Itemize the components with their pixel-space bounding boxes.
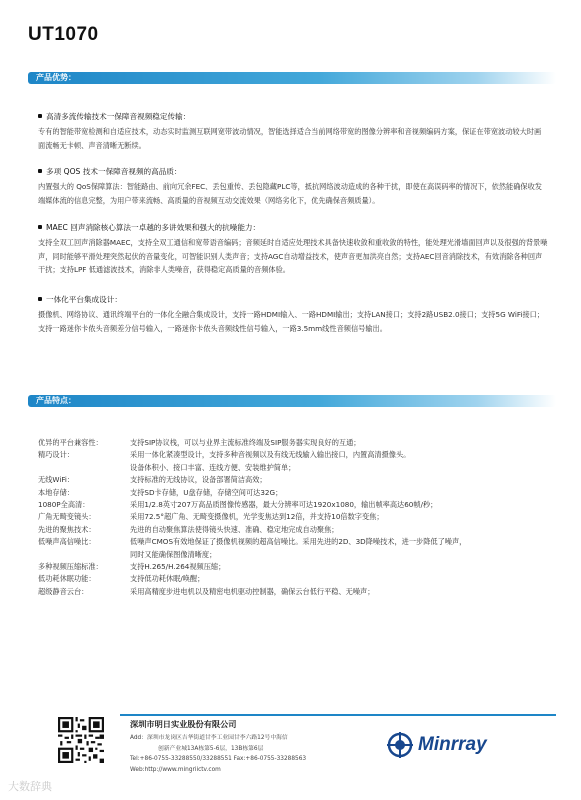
features-header-bar (28, 395, 556, 407)
feature-label: 优异的平台兼容性： (38, 438, 103, 447)
advantage-title: MAEC 回声消除核心算法一卓越的多讲效果和强大的抗噪能力： (46, 223, 261, 232)
feature-row (38, 524, 558, 536)
features-header-title: 产品特点： (36, 396, 76, 405)
feature-label: 精巧设计： (38, 450, 74, 460)
advantage-item (38, 222, 548, 277)
feature-value: 采用一体化紧凑型设计，支持多种音视频以及有线无线输入输出接口，内置高清摄像头。 (130, 450, 411, 460)
advantage-body: 支持全双工回声消除器MAEC，支持全双工通信和宽带语音编码；音频延时自适应处理技术具备快速收敛和重收敛的特性，能处理光滑墙面回声以及很强的背景噪声，同时能够平滑处理突然起伏的音量变化，可智能识别人类声音；支持AGC自动增益技术，使声音更加洪亮自然；支持AEC回音消除技术，有效消除各种回声干扰；支持LPF 低通滤波技术，消除非人类噪音，获得稳定高质量的音频体验。 (38, 238, 548, 275)
qr-code-icon (58, 717, 104, 763)
advantage-title: 一体化平台集成设计： (46, 295, 122, 304)
feature-row (38, 499, 558, 511)
feature-value: 支持SD卡存储，U盘存储，存储空间可达32G； (130, 487, 283, 497)
feature-row (38, 561, 558, 573)
feature-row (38, 586, 558, 598)
minrray-logo-icon (387, 732, 413, 758)
website-link[interactable]: Web:http://www.mingriictv.com (130, 766, 221, 773)
company-contact (130, 733, 306, 775)
features-table (38, 437, 558, 598)
advantages-header-bar (28, 72, 556, 84)
feature-label: 低功耗休眠功能： (38, 574, 96, 584)
advantage-item (38, 166, 548, 207)
advantage-body: 专有的智能带宽检测和自适应技术，动态实时监测互联网宽带波动情况，智能选择适合当前网络带宽的图像分辨率和音视频编码方案，保证在带宽波动较大时画面流畅无卡顿、声音清晰无断续。 (38, 127, 542, 150)
feature-label: 1080P全高清： (38, 500, 90, 510)
feature-label: 低噪声高信噪比： (38, 537, 96, 547)
advantage-item (38, 294, 548, 335)
feature-label: 多种视频压缩标准： (38, 562, 103, 572)
advantage-body: 内置强大的 QoS保障算法：智能路由、前向冗余FEC、丢包重传、丢包隐藏PLC等，抵抗网络波动造成的各种干扰，即使在高误码率的情况下，依然能确保收发端媒体流的信息完整，为用户带来流畅、高质量的音视频互动交流效果（网络劣化下，优先确保音频质量）。 (38, 182, 542, 205)
model-title: UT1070 (28, 24, 99, 45)
feature-label: 广角无畸变镜头： (38, 512, 96, 522)
company-name: 深圳市明日实业股份有限公司 (130, 719, 237, 729)
brand-name: Minrray (418, 734, 487, 755)
feature-value: 采用高精度步进电机以及精密电机驱动控制器，确保云台低行平稳、无噪声； (130, 586, 375, 596)
bullet-icon (38, 225, 42, 229)
feature-row (38, 437, 558, 449)
bullet-icon (38, 297, 42, 301)
bullet-icon (38, 169, 42, 173)
feature-value: 采用72.5°超广角、无畸变摄像机，光学变焦达到12倍，并支持10倍数字变焦； (130, 512, 384, 522)
feature-row (38, 511, 558, 523)
advantage-title: 高清多流传输技术一保障音视频稳定传输： (46, 112, 191, 121)
feature-row (38, 536, 558, 561)
feature-value: 支持SIP协议栈，可以与业界主流标准终端及SIP服务器实现良好的互通； (130, 438, 361, 447)
feature-label: 超级静音云台： (38, 586, 89, 596)
address-line: 创新产业城13A栋第5-6层，13B栋第6层 (158, 745, 264, 752)
feature-value: 同时又能确保图像清晰度； (130, 549, 217, 559)
bullet-icon (38, 114, 42, 118)
footer-divider (120, 714, 556, 716)
advantages-header-title: 产品优势： (36, 73, 76, 82)
feature-value: 先进的自动聚焦算法使得镜头快速、准确、稳定地完成自动聚焦； (130, 524, 339, 534)
brand-logo (387, 732, 487, 758)
feature-label: 本地存储： (38, 487, 74, 497)
feature-row (38, 573, 558, 585)
watermark-text: 大数辞典 (8, 780, 52, 793)
feature-row (38, 474, 558, 486)
feature-value: 支持H.265/H.264视频压缩； (130, 562, 226, 572)
feature-value: 低噪声CMOS有效地保证了摄像机视频的超高信噪比。采用先进的2D、3D降噪技术，进一步降低了噪声， (130, 537, 467, 547)
feature-row (38, 449, 558, 474)
advantage-title: 多项 QOS 技术一保障音视频的高品质： (46, 167, 182, 176)
feature-value: 支持低功耗休眠/唤醒； (130, 574, 205, 584)
feature-label: 无线WiFi： (38, 475, 75, 485)
feature-value: 支持标准的无线协议，设备部署简洁高效； (130, 475, 267, 485)
watermark (8, 778, 52, 794)
advantage-body: 摄像机、网络协议、通讯终端平台的一体化全融合集成设计，支持一路HDMI输入、一路HDMI输出；支持LAN接口；支持2路USB2.0接口；支持5G WiFi接口；支持一路迷你卡侬头音频差分信号输入，一路迷你卡侬头音频线性信号输入，一路3.5mm线性音频信号输出。 (38, 310, 545, 333)
feature-value: 设备体积小、接口丰富、连线方便、安装维护简单； (130, 462, 296, 472)
feature-value: 采用1/2.8英寸207万高品质图像传感器，最大分辨率可达1920x1080，输出帧率高达60帧/秒； (130, 500, 438, 510)
phone-fax: Tel:+86-0755-33288550/33288551 Fax:+86-0755-33288563 (130, 756, 307, 762)
address-line: Add：深圳市龙岗区吉华街道甘李工业园甘李六路12号中海信 (130, 735, 288, 741)
feature-label: 先进的聚焦技术： (38, 524, 96, 534)
feature-row (38, 487, 558, 499)
advantage-item (38, 111, 548, 152)
